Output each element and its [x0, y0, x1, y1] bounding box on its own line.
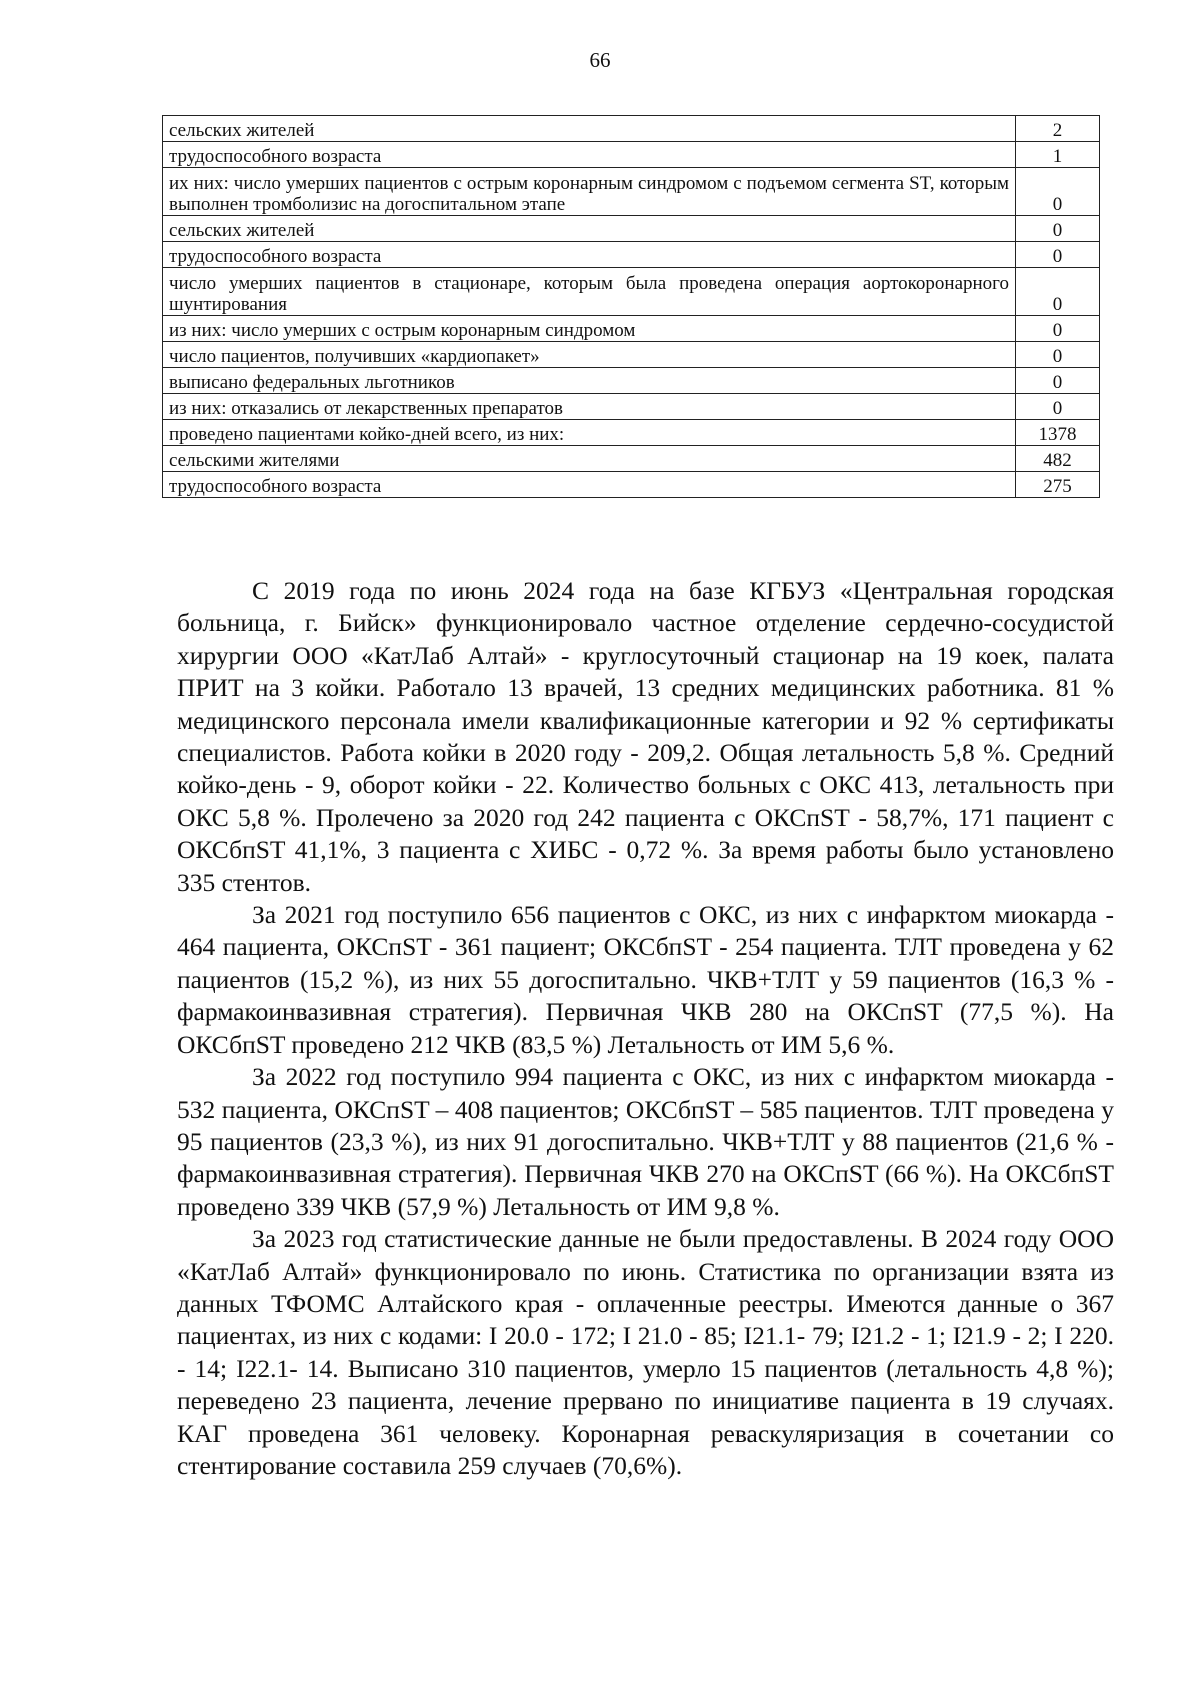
row-label: сельских жителей [163, 116, 1016, 142]
row-label: число умерших пациентов в стационаре, которым была проведена операция аортокоронарного шунтирования [163, 268, 1016, 316]
table-row [163, 420, 1100, 446]
row-label: трудоспособного возраста [163, 142, 1016, 168]
row-label: проведено пациентами койко-дней всего, из них: [163, 420, 1016, 446]
row-value: 0 [1016, 368, 1100, 394]
paragraph-2023-2024: За 2023 год статистические данные не были предоставлены. В 2024 году ООО «КатЛаб Алтай» функционировало по июнь. Статистика по организации взята из данных ТФОМС Алтайского края - оплаченные реестры. Имеются данные о 367 пациентах, из них с кодами: I 20.0 - 172; I 21.0 - 85; I21.1- 79; I21.2 - 1; I21.9 - 2; I 220. - 14; I22.1- 14. Выписано 310 пациентов, умерло 15 пациентов (летальность 4,8 %); переведено 23 пациента, лечение прервано по инициативе пациента в 19 случаях. КАГ проведена 361 человеку. Коронарная реваскуляризация в сочетании со стентирование составила 259 случаев (70,6%). [177, 1224, 1114, 1480]
row-value: 0 [1016, 268, 1100, 316]
table-row [163, 446, 1100, 472]
row-value: 275 [1016, 472, 1100, 498]
row-label: число пациентов, получивших «кардиопакет» [163, 342, 1016, 368]
row-value: 0 [1016, 216, 1100, 242]
table-row [163, 242, 1100, 268]
row-value: 482 [1016, 446, 1100, 472]
row-value: 0 [1016, 168, 1100, 216]
table-row [163, 368, 1100, 394]
row-value: 1 [1016, 142, 1100, 168]
paragraph-2022: За 2022 год поступило 994 пациента с ОКС, из них с инфарктом миокарда - 532 пациента, ОКСпST – 408 пациентов; ОКСбпST – 585 пациентов. ТЛТ проведена у 95 пациентов (23,3 %), из них 91 догоспитально. ЧКВ+ТЛТ у 88 пациентов (21,6 % - фармакоинвазивная стратегия). Первичная ЧКВ 270 на ОКСпST (66 %). На ОКСбпST проведено 339 ЧКВ (57,9 %) Летальность от ИМ 9,8 %. [177, 1062, 1114, 1221]
row-label: из них: число умерших с острым коронарным синдромом [163, 316, 1016, 342]
table-row [163, 216, 1100, 242]
row-value: 1378 [1016, 420, 1100, 446]
row-label: трудоспособного возраста [163, 472, 1016, 498]
table-row [163, 142, 1100, 168]
table-row [163, 342, 1100, 368]
row-value: 0 [1016, 394, 1100, 420]
row-label: сельских жителей [163, 216, 1016, 242]
body-text [177, 575, 1114, 1482]
row-label: сельскими жителями [163, 446, 1016, 472]
paragraph-2021: За 2021 год поступило 656 пациентов с ОКС, из них с инфарктом миокарда - 464 пациента, ОКСпST - 361 пациент; ОКСбпST - 254 пациента. ТЛТ проведена у 62 пациентов (15,2 %), из них 55 догоспитально. ЧКВ+ТЛТ у 59 пациентов (16,3 % - фармакоинвазивная стратегия). Первичная ЧКВ 280 на ОКСпST (77,5 %). На ОКСбпST проведено 212 ЧКВ (83,5 %) Летальность от ИМ 5,6 %. [177, 900, 1114, 1059]
table-row [163, 472, 1100, 498]
statistics-table [162, 115, 1100, 498]
page-number: 66 [589, 48, 611, 72]
row-value: 2 [1016, 116, 1100, 142]
row-label: их них: число умерших пациентов с острым коронарным синдромом с подъемом сегмента ST, которым выполнен тромболизис на догоспитальном этапе [163, 168, 1016, 216]
table-row [163, 116, 1100, 142]
table-row [163, 394, 1100, 420]
paragraph-department-overview: С 2019 года по июнь 2024 года на базе КГБУЗ «Центральная городская больница, г. Бийск» функционировало частное отделение сердечно-сосудистой хирургии ООО «КатЛаб Алтай» - круглосуточный стационар на 19 коек, палата ПРИТ на 3 койки. Работало 13 врачей, 13 средних медицинских работника. 81 % медицинского персонала имели квалификационные категории и 92 % сертификаты специалистов. Работа койки в 2020 году - 209,2. Общая летальность 5,8 %. Средний койко-день - 9, оборот койки - 22. Количество больных с ОКС 413, летальность при ОКС 5,8 %. Пролечено за 2020 год 242 пациента с ОКСпST - 58,7%, 171 пациент с ОКСбпST 41,1%, 3 пациента с ХИБС - 0,72 %. За время работы было установлено 335 стентов. [177, 576, 1114, 897]
table-row [163, 316, 1100, 342]
row-label: трудоспособного возраста [163, 242, 1016, 268]
table-row [163, 268, 1100, 316]
row-value: 0 [1016, 342, 1100, 368]
table-row [163, 168, 1100, 216]
row-label: из них: отказались от лекарственных препаратов [163, 394, 1016, 420]
row-value: 0 [1016, 316, 1100, 342]
row-value: 0 [1016, 242, 1100, 268]
row-label: выписано федеральных льготников [163, 368, 1016, 394]
